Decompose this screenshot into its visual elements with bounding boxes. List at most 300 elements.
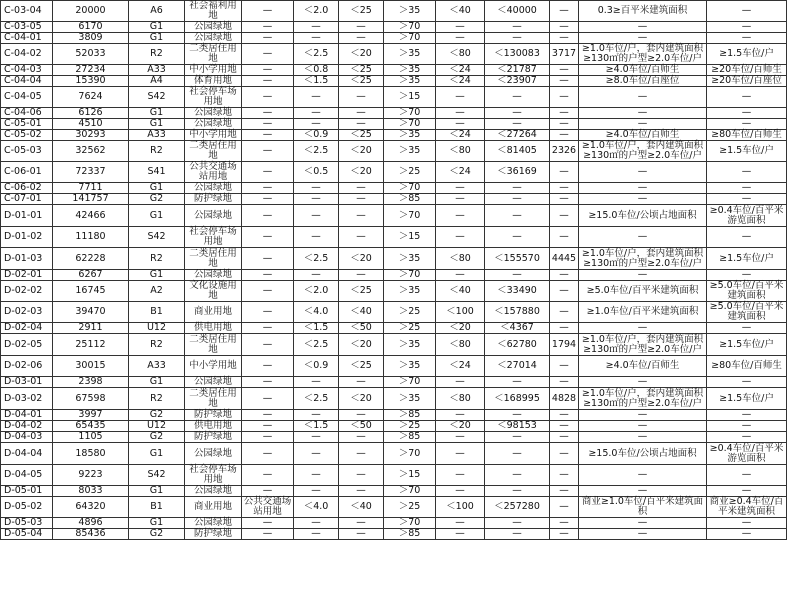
other-parking-cell: — [707, 1, 787, 22]
height-cell: ＜40 [436, 1, 485, 22]
plot-code-cell: C-04-04 [1, 76, 53, 87]
far-cell: ＜1.5 [294, 421, 339, 432]
household-cell: — [550, 87, 579, 108]
plot-code-cell: C-06-01 [1, 162, 53, 183]
land-code-cell: G1 [129, 22, 185, 33]
land-code-cell: R2 [129, 44, 185, 65]
floor-area-cell: ＜257280 [485, 497, 550, 518]
plot-code-cell: D-04-04 [1, 443, 53, 465]
table-row [1, 22, 787, 33]
green-ratio-cell: ＞85 [384, 432, 436, 443]
land-code-cell: B1 [129, 497, 185, 518]
far-cell: ＜2.5 [294, 248, 339, 270]
land-code-cell: G1 [129, 270, 185, 281]
far-cell: ＜2.5 [294, 141, 339, 162]
parking-cell: ≥15.0车位/公顷占地面积 [579, 443, 707, 465]
table-row [1, 227, 787, 248]
household-cell: — [550, 281, 579, 302]
far-cell: — [294, 33, 339, 44]
far-cell: — [294, 465, 339, 486]
compatible-use-cell: — [242, 227, 294, 248]
parking-cell: ≥1.0车位/户，套内建筑面积≥130㎡的户型≥2.0车位/户 [579, 248, 707, 270]
other-parking-cell: — [707, 421, 787, 432]
table-row [1, 130, 787, 141]
compatible-use-cell: — [242, 87, 294, 108]
parking-cell: ≥1.0车位/户，套内建筑面积≥130㎡的户型≥2.0车位/户 [579, 334, 707, 356]
floor-area-cell: — [485, 87, 550, 108]
height-cell: — [436, 183, 485, 194]
land-code-cell: R2 [129, 388, 185, 410]
density-cell: — [339, 529, 384, 540]
land-use-cell: 二类居住用地 [185, 388, 242, 410]
plot-code-cell: D-03-01 [1, 377, 53, 388]
plot-code-cell: D-04-02 [1, 421, 53, 432]
compatible-use-cell: — [242, 529, 294, 540]
land-code-cell: A4 [129, 76, 185, 87]
other-parking-cell: — [707, 108, 787, 119]
compatible-use-cell: — [242, 119, 294, 130]
density-cell: — [339, 432, 384, 443]
green-ratio-cell: ＞70 [384, 205, 436, 227]
other-parking-cell: — [707, 162, 787, 183]
table-row [1, 323, 787, 334]
density-cell: ＜40 [339, 302, 384, 323]
compatible-use-cell: — [242, 194, 294, 205]
height-cell: — [436, 529, 485, 540]
far-cell: — [294, 87, 339, 108]
height-cell: — [436, 108, 485, 119]
land-code-cell: G1 [129, 183, 185, 194]
compatible-use-cell: — [242, 1, 294, 22]
parking-cell: ≥1.0车位/百平米建筑面积 [579, 302, 707, 323]
green-ratio-cell: ＞70 [384, 377, 436, 388]
plot-code-cell: D-04-05 [1, 465, 53, 486]
far-cell: — [294, 529, 339, 540]
other-parking-cell: ≥20车位/百座位 [707, 76, 787, 87]
land-area-cell: 25112 [53, 334, 129, 356]
household-cell: — [550, 443, 579, 465]
far-cell: — [294, 270, 339, 281]
density-cell: ＜25 [339, 130, 384, 141]
land-code-cell: S42 [129, 465, 185, 486]
compatible-use-cell: — [242, 443, 294, 465]
green-ratio-cell: ＞70 [384, 119, 436, 130]
table-row [1, 518, 787, 529]
green-ratio-cell: ＞25 [384, 497, 436, 518]
land-area-cell: 52033 [53, 44, 129, 65]
far-cell: ＜1.5 [294, 76, 339, 87]
parking-cell: ≥15.0车位/公顷占地面积 [579, 205, 707, 227]
height-cell: — [436, 377, 485, 388]
plot-code-cell: D-03-02 [1, 388, 53, 410]
floor-area-cell: — [485, 183, 550, 194]
height-cell: ＜80 [436, 44, 485, 65]
plot-code-cell: D-02-05 [1, 334, 53, 356]
plot-code-cell: D-05-04 [1, 529, 53, 540]
land-use-cell: 中小学用地 [185, 130, 242, 141]
height-cell: ＜20 [436, 323, 485, 334]
density-cell: ＜25 [339, 356, 384, 377]
far-cell: — [294, 443, 339, 465]
table-row [1, 248, 787, 270]
compatible-use-cell: — [242, 388, 294, 410]
floor-area-cell: — [485, 205, 550, 227]
other-parking-cell: — [707, 486, 787, 497]
land-area-cell: 6126 [53, 108, 129, 119]
compatible-use-cell: 公共交通场站用地 [242, 497, 294, 518]
household-cell: — [550, 356, 579, 377]
density-cell: — [339, 183, 384, 194]
compatible-use-cell: — [242, 410, 294, 421]
land-code-cell: G2 [129, 410, 185, 421]
household-cell: — [550, 302, 579, 323]
table-row [1, 302, 787, 323]
green-ratio-cell: ＞25 [384, 162, 436, 183]
land-area-cell: 20000 [53, 1, 129, 22]
land-use-cell: 体育用地 [185, 76, 242, 87]
plot-code-cell: D-01-02 [1, 227, 53, 248]
density-cell: ＜20 [339, 44, 384, 65]
parking-cell: ≥4.0车位/百师生 [579, 356, 707, 377]
land-area-cell: 16745 [53, 281, 129, 302]
household-cell: — [550, 1, 579, 22]
height-cell: ＜80 [436, 141, 485, 162]
green-ratio-cell: ＞70 [384, 108, 436, 119]
household-cell: — [550, 518, 579, 529]
other-parking-cell: ≥5.0车位/百平米建筑面积 [707, 281, 787, 302]
parking-cell: 商业≥1.0车位/百平米建筑面积 [579, 497, 707, 518]
density-cell: — [339, 270, 384, 281]
land-area-cell: 15390 [53, 76, 129, 87]
plot-code-cell: D-01-01 [1, 205, 53, 227]
compatible-use-cell: — [242, 486, 294, 497]
land-area-cell: 2911 [53, 323, 129, 334]
density-cell: ＜20 [339, 162, 384, 183]
other-parking-cell: — [707, 432, 787, 443]
density-cell: — [339, 205, 384, 227]
far-cell: ＜1.5 [294, 323, 339, 334]
other-parking-cell: — [707, 529, 787, 540]
compatible-use-cell: — [242, 44, 294, 65]
table-row [1, 465, 787, 486]
land-use-cell: 公园绿地 [185, 518, 242, 529]
table-row [1, 162, 787, 183]
household-cell: — [550, 323, 579, 334]
land-code-cell: G1 [129, 443, 185, 465]
table-row [1, 183, 787, 194]
green-ratio-cell: ＞25 [384, 421, 436, 432]
plot-code-cell: C-05-03 [1, 141, 53, 162]
land-code-cell: R2 [129, 141, 185, 162]
other-parking-cell: — [707, 227, 787, 248]
floor-area-cell: ＜23907 [485, 76, 550, 87]
height-cell: ＜100 [436, 497, 485, 518]
density-cell: ＜20 [339, 141, 384, 162]
density-cell: — [339, 377, 384, 388]
table-row [1, 486, 787, 497]
land-code-cell: U12 [129, 323, 185, 334]
land-use-cell: 供电用地 [185, 323, 242, 334]
other-parking-cell: ≥5.0车位/百平米建筑面积 [707, 302, 787, 323]
far-cell: ＜0.9 [294, 130, 339, 141]
household-cell: — [550, 227, 579, 248]
plot-code-cell: D-02-04 [1, 323, 53, 334]
floor-area-cell: — [485, 486, 550, 497]
household-cell: — [550, 421, 579, 432]
table-row [1, 377, 787, 388]
floor-area-cell: — [485, 465, 550, 486]
household-cell: 4445 [550, 248, 579, 270]
green-ratio-cell: ＞35 [384, 248, 436, 270]
parking-cell: — [579, 465, 707, 486]
household-cell: — [550, 22, 579, 33]
plot-code-cell: C-05-01 [1, 119, 53, 130]
parking-cell: ≥1.0车位/户，套内建筑面积≥130㎡的户型≥2.0车位/户 [579, 44, 707, 65]
plot-code-cell: D-02-06 [1, 356, 53, 377]
compatible-use-cell: — [242, 33, 294, 44]
compatible-use-cell: — [242, 108, 294, 119]
green-ratio-cell: ＞35 [384, 65, 436, 76]
height-cell: ＜40 [436, 281, 485, 302]
land-use-cell: 社会停车场用地 [185, 465, 242, 486]
table-row [1, 44, 787, 65]
household-cell: — [550, 486, 579, 497]
land-area-cell: 62228 [53, 248, 129, 270]
parking-cell: — [579, 119, 707, 130]
floor-area-cell: ＜33490 [485, 281, 550, 302]
land-area-cell: 9223 [53, 465, 129, 486]
density-cell: — [339, 87, 384, 108]
other-parking-cell: — [707, 183, 787, 194]
compatible-use-cell: — [242, 65, 294, 76]
green-ratio-cell: ＞35 [384, 141, 436, 162]
height-cell: — [436, 194, 485, 205]
floor-area-cell: ＜27014 [485, 356, 550, 377]
floor-area-cell: ＜168995 [485, 388, 550, 410]
table-row [1, 119, 787, 130]
density-cell: — [339, 227, 384, 248]
land-use-cell: 公园绿地 [185, 486, 242, 497]
land-area-cell: 4896 [53, 518, 129, 529]
household-cell: — [550, 377, 579, 388]
height-cell: — [436, 432, 485, 443]
land-code-cell: A6 [129, 1, 185, 22]
household-cell: — [550, 432, 579, 443]
plot-code-cell: C-04-05 [1, 87, 53, 108]
compatible-use-cell: — [242, 183, 294, 194]
density-cell: — [339, 108, 384, 119]
floor-area-cell: — [485, 518, 550, 529]
land-use-cell: 文化设施用地 [185, 281, 242, 302]
compatible-use-cell: — [242, 281, 294, 302]
floor-area-cell: — [485, 443, 550, 465]
height-cell: ＜24 [436, 162, 485, 183]
floor-area-cell: — [485, 410, 550, 421]
land-use-cell: 社会停车场用地 [185, 87, 242, 108]
other-parking-cell: ≥1.5车位/户 [707, 248, 787, 270]
far-cell: — [294, 194, 339, 205]
other-parking-cell: — [707, 377, 787, 388]
table-row [1, 281, 787, 302]
far-cell: ＜0.8 [294, 65, 339, 76]
far-cell: — [294, 183, 339, 194]
household-cell: — [550, 465, 579, 486]
floor-area-cell: ＜21787 [485, 65, 550, 76]
other-parking-cell: — [707, 270, 787, 281]
green-ratio-cell: ＞25 [384, 323, 436, 334]
land-use-cell: 防护绿地 [185, 410, 242, 421]
height-cell: ＜24 [436, 130, 485, 141]
other-parking-cell: — [707, 323, 787, 334]
plot-code-cell: C-07-01 [1, 194, 53, 205]
plot-code-cell: D-02-02 [1, 281, 53, 302]
land-area-cell: 7624 [53, 87, 129, 108]
green-ratio-cell: ＞25 [384, 302, 436, 323]
parking-cell: 0.3≥百平米建筑面积 [579, 1, 707, 22]
density-cell: ＜50 [339, 323, 384, 334]
table-row [1, 141, 787, 162]
household-cell: — [550, 76, 579, 87]
land-use-cell: 中小学用地 [185, 356, 242, 377]
other-parking-cell: ≥0.4车位/百平米游览面积 [707, 443, 787, 465]
other-parking-cell: — [707, 33, 787, 44]
density-cell: — [339, 465, 384, 486]
other-parking-cell: — [707, 22, 787, 33]
green-ratio-cell: ＞35 [384, 1, 436, 22]
parking-cell: — [579, 486, 707, 497]
plot-code-cell: C-06-02 [1, 183, 53, 194]
other-parking-cell: 商业≥0.4车位/百平米建筑面积 [707, 497, 787, 518]
density-cell: ＜25 [339, 65, 384, 76]
other-parking-cell: — [707, 194, 787, 205]
floor-area-cell: — [485, 529, 550, 540]
land-area-cell: 4510 [53, 119, 129, 130]
floor-area-cell: — [485, 377, 550, 388]
table-row [1, 334, 787, 356]
parking-cell: — [579, 108, 707, 119]
other-parking-cell: ≥1.5车位/户 [707, 141, 787, 162]
compatible-use-cell: — [242, 162, 294, 183]
green-ratio-cell: ＞70 [384, 518, 436, 529]
floor-area-cell: ＜36169 [485, 162, 550, 183]
plot-code-cell: C-04-03 [1, 65, 53, 76]
compatible-use-cell: — [242, 518, 294, 529]
land-area-cell: 11180 [53, 227, 129, 248]
land-area-cell: 8033 [53, 486, 129, 497]
land-area-cell: 18580 [53, 443, 129, 465]
density-cell: ＜40 [339, 497, 384, 518]
far-cell: — [294, 410, 339, 421]
plot-code-cell: C-03-04 [1, 1, 53, 22]
table-row [1, 65, 787, 76]
land-area-cell: 85436 [53, 529, 129, 540]
density-cell: ＜50 [339, 421, 384, 432]
green-ratio-cell: ＞70 [384, 22, 436, 33]
land-area-cell: 39470 [53, 302, 129, 323]
floor-area-cell: ＜27264 [485, 130, 550, 141]
green-ratio-cell: ＞35 [384, 356, 436, 377]
table-row [1, 356, 787, 377]
floor-area-cell: ＜40000 [485, 1, 550, 22]
parking-cell: — [579, 87, 707, 108]
other-parking-cell: ≥1.5车位/户 [707, 388, 787, 410]
density-cell: ＜25 [339, 1, 384, 22]
table-row [1, 76, 787, 87]
land-area-cell: 141757 [53, 194, 129, 205]
land-area-cell: 72337 [53, 162, 129, 183]
density-cell: — [339, 410, 384, 421]
household-cell: — [550, 410, 579, 421]
table-row [1, 388, 787, 410]
height-cell: — [436, 443, 485, 465]
plot-code-cell: D-01-03 [1, 248, 53, 270]
land-code-cell: G1 [129, 108, 185, 119]
far-cell: — [294, 108, 339, 119]
land-code-cell: S42 [129, 227, 185, 248]
other-parking-cell: ≥20车位/百师生 [707, 65, 787, 76]
household-cell: — [550, 194, 579, 205]
far-cell: ＜2.0 [294, 1, 339, 22]
other-parking-cell: — [707, 465, 787, 486]
floor-area-cell: ＜81405 [485, 141, 550, 162]
land-use-cell: 公园绿地 [185, 33, 242, 44]
far-cell: — [294, 227, 339, 248]
floor-area-cell: ＜98153 [485, 421, 550, 432]
land-code-cell: A33 [129, 356, 185, 377]
green-ratio-cell: ＞15 [384, 465, 436, 486]
compatible-use-cell: — [242, 421, 294, 432]
land-use-cell: 公园绿地 [185, 22, 242, 33]
plot-code-cell: C-04-06 [1, 108, 53, 119]
compatible-use-cell: — [242, 302, 294, 323]
household-cell: 4828 [550, 388, 579, 410]
height-cell: ＜80 [436, 248, 485, 270]
household-cell: — [550, 183, 579, 194]
other-parking-cell: ≥1.5车位/户 [707, 334, 787, 356]
density-cell: — [339, 119, 384, 130]
floor-area-cell: — [485, 227, 550, 248]
height-cell: — [436, 410, 485, 421]
household-cell: — [550, 108, 579, 119]
parking-cell: — [579, 270, 707, 281]
floor-area-cell: — [485, 108, 550, 119]
compatible-use-cell: — [242, 248, 294, 270]
land-use-cell: 商业用地 [185, 302, 242, 323]
parking-cell: ≥1.0车位/户，套内建筑面积≥130㎡的户型≥2.0车位/户 [579, 388, 707, 410]
green-ratio-cell: ＞70 [384, 443, 436, 465]
compatible-use-cell: — [242, 141, 294, 162]
floor-area-cell: ＜4367 [485, 323, 550, 334]
far-cell: ＜2.0 [294, 281, 339, 302]
land-code-cell: S41 [129, 162, 185, 183]
land-use-cell: 公园绿地 [185, 183, 242, 194]
land-use-cell: 公园绿地 [185, 443, 242, 465]
parking-cell: — [579, 323, 707, 334]
parking-cell: — [579, 33, 707, 44]
parking-cell: — [579, 421, 707, 432]
parking-cell: — [579, 410, 707, 421]
compatible-use-cell: — [242, 205, 294, 227]
floor-area-cell: — [485, 119, 550, 130]
height-cell: — [436, 486, 485, 497]
height-cell: ＜24 [436, 65, 485, 76]
plot-code-cell: D-02-03 [1, 302, 53, 323]
density-cell: — [339, 486, 384, 497]
parking-cell: ≥4.0车位/百师生 [579, 65, 707, 76]
height-cell: — [436, 205, 485, 227]
table-row [1, 205, 787, 227]
land-use-cell: 二类居住用地 [185, 334, 242, 356]
